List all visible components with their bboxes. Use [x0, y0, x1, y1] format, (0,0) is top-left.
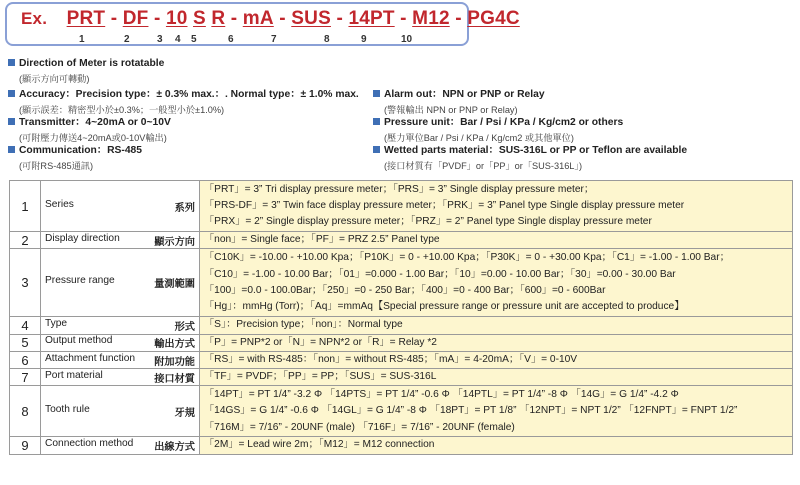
row-label-en: Display direction	[45, 232, 120, 244]
bullet-icon	[373, 118, 380, 125]
row-label	[41, 369, 200, 386]
bullet-icon	[8, 118, 15, 125]
row-label	[41, 386, 200, 437]
row-label	[41, 437, 200, 454]
row-label-zh: 附加功能	[154, 356, 195, 368]
code-number: 2	[124, 34, 130, 45]
model-code-box	[5, 2, 520, 46]
description-line: 「P」= PNP*2 or「N」= NPN*2 or「R」= Relay *2	[204, 336, 437, 348]
note-alarm: Alarm out：NPN or PNP or Relay (警報輸出 NPN or PNP or Relay)	[373, 85, 545, 116]
row-label	[41, 317, 200, 334]
row-description	[200, 232, 793, 249]
description-line: 「S」：Precision type；「non」：Normal type	[204, 319, 403, 331]
model-code	[21, 8, 520, 30]
code-number: 3	[157, 34, 163, 45]
table-row	[10, 369, 793, 386]
description-line: 「PRS-DF」= 3” Twin face display pressure meter；「PRK」= 3” Panel type Single display pressure meter	[204, 199, 685, 211]
code-dash: -	[455, 8, 462, 29]
code-seg-connection: M12	[412, 8, 450, 29]
row-number: 8	[10, 386, 41, 437]
row-label	[41, 232, 200, 249]
code-seg-tooth: 14PT	[348, 8, 395, 29]
code-seg-series: PRT	[66, 8, 106, 29]
row-description	[200, 437, 793, 454]
code-seg-attachment: mA	[242, 8, 274, 29]
description-line: 「Hg」：mmHg (Torr)；「Aq」=mmAq【Special pressure range or pressure unit are accepted to produce】	[204, 301, 685, 313]
description-line: 「14GS」= G 1/4” -0.6 Φ 「14GL」= G 1/4” -8 Φ 「18PT」= PT 1/8” 「12NPT」= NPT 1/2” 「12FNPT」= FNPT 1/2”	[204, 405, 738, 417]
note-accuracy: Accuracy：Precision type：± 0.3% max.：. Normal type：± 1.0% max. (顯示誤差：精密型小於±0.3%；一般型小於±1.0%)	[8, 85, 359, 116]
bullet-icon	[373, 146, 380, 153]
code-number: 9	[361, 34, 367, 45]
table-row	[10, 181, 793, 232]
example-label: Ex.	[21, 9, 48, 28]
row-description	[200, 351, 793, 368]
code-number: 7	[271, 34, 277, 45]
row-description	[200, 249, 793, 317]
note-wetted-parts: Wetted parts material：SUS-316L or PP or Teflon are available (接口材質有「PVDF」or「PP」or「SUS-316L」)	[373, 141, 687, 172]
code-dash: -	[153, 8, 161, 29]
table-row	[10, 249, 793, 317]
row-number: 2	[10, 232, 41, 249]
row-label-en: Port material	[45, 369, 103, 381]
description-line: 「non」= Single face；「PF」= PRZ 2.5” Panel type	[204, 234, 440, 245]
code-seg-range: 10	[165, 8, 188, 29]
row-number: 6	[10, 351, 41, 368]
description-line: 「100」=0.0 - 100.0Bar；「250」=0 - 250 Bar；「400」=0 - 400 Bar；「600」=0 - 600Bar	[204, 284, 606, 296]
code-number: 4	[175, 34, 181, 45]
row-label-en: Attachment function	[45, 352, 136, 364]
row-number: 3	[10, 249, 41, 317]
spec-table-body	[10, 181, 793, 455]
description-line: 「716M」= 7/16” - 20UNF (male) 「716F」= 7/16” - 20UNF (female)	[204, 421, 515, 433]
description-line: 「C10」= -1.00 - 10.00 Bar；「01」=0.000 - 1.00 Bar；「10」=0.00 - 10.00 Bar；「30」=0.00 - 30.00 Bar	[204, 268, 676, 280]
description-line: 「C10K」= -10.00 - +10.00 Kpa；「P10K」= 0 - +10.00 Kpa；「P30K」= 0 - +30.00 Kpa；「C1」= -1.00 - 1.00 Bar；	[204, 252, 730, 264]
code-dash: -	[336, 8, 343, 29]
row-label-zh: 輸出方式	[154, 339, 195, 351]
row-label-en: Series	[45, 198, 74, 210]
table-row	[10, 437, 793, 454]
row-description	[200, 334, 793, 351]
description-line: 「TF」= PVDF；「PP」= PP；「SUS」= SUS-316L	[204, 371, 437, 383]
row-label-zh: 顯示方向	[154, 236, 195, 248]
row-label	[41, 351, 200, 368]
description-line: 「PRT」= 3” Tri display pressure meter；「PRS」= 3” Single display pressure meter；	[204, 183, 595, 195]
code-dash: -	[400, 8, 407, 29]
bullet-icon	[8, 90, 15, 97]
row-number: 7	[10, 369, 41, 386]
row-label	[41, 181, 200, 232]
table-row	[10, 334, 793, 351]
row-label-zh: 牙規	[174, 407, 195, 419]
row-number: 5	[10, 334, 41, 351]
code-number: 10	[401, 34, 413, 45]
spec-table	[9, 180, 793, 455]
bullet-icon	[8, 146, 15, 153]
table-row	[10, 232, 793, 249]
note-communication: Communication：RS-485 (可附RS-485通訊)	[8, 141, 142, 172]
code-dash: -	[230, 8, 238, 29]
note-pressure-unit: Pressure unit：Bar / Psi / KPa / Kg/cm2 or others (壓力單位Bar / Psi / KPa / Kg/cm2 或其他單位)	[373, 113, 623, 144]
code-number: 1	[79, 34, 85, 45]
row-label-zh: 出線方式	[154, 442, 195, 454]
row-number: 4	[10, 317, 41, 334]
description-line: 「2M」= Lead wire 2m；「M12」= M12 connection	[204, 439, 435, 451]
row-description	[200, 317, 793, 334]
table-row	[10, 317, 793, 334]
description-line: 「14PT」= PT 1/4” -3.2 Φ 「14PTS」= PT 1/4” -0.6 Φ 「14PTL」= PT 1/4” -8 Φ 「14G」= G 1/4” -4.2 Φ	[204, 389, 679, 401]
code-seg-type: S	[192, 8, 206, 29]
description-line: 「RS」= with RS-485：「non」= without RS-485；「mA」= 4-20mA；「V」= 0-10V	[204, 353, 578, 365]
table-row	[10, 351, 793, 368]
row-label-zh: 接口材質	[154, 373, 195, 385]
bullet-icon	[8, 59, 15, 66]
row-number: 9	[10, 437, 41, 454]
code-dash: -	[279, 8, 286, 29]
code-number: 8	[324, 34, 330, 45]
row-label	[41, 334, 200, 351]
row-number: 1	[10, 181, 41, 232]
row-label-en: Pressure range	[45, 275, 115, 287]
bullet-icon	[373, 90, 380, 97]
description-line: 「PRX」= 2” Single display pressure meter；「PRZ」= 2” Panel type Single display pressure meter	[204, 216, 652, 228]
code-seg-material: SUS	[291, 8, 331, 29]
row-description	[200, 386, 793, 437]
row-label-en: Connection method	[45, 438, 134, 450]
note-transmitter: Transmitter：4~20mA or 0~10V (可附壓力傳送4~20mA或0-10V輸出)	[8, 113, 171, 144]
code-seg-option: PG4C	[467, 8, 520, 29]
note-direction: Direction of Meter is rotatable (顯示方向可轉動)	[8, 58, 164, 85]
code-seg-direction: DF	[122, 8, 149, 29]
table-row	[10, 386, 793, 437]
code-dash: -	[110, 8, 118, 29]
row-label-zh: 量測範圍	[154, 279, 195, 291]
row-description	[200, 369, 793, 386]
code-number: 5	[191, 34, 197, 45]
row-label-zh: 形式	[174, 321, 195, 333]
row-label	[41, 249, 200, 317]
row-label-en: Type	[45, 317, 68, 329]
row-label-en: Output method	[45, 335, 113, 347]
row-description	[200, 181, 793, 232]
row-label-zh: 系列	[174, 202, 195, 214]
code-seg-output: R	[211, 8, 226, 29]
row-label-en: Tooth rule	[45, 403, 90, 415]
code-number: 6	[228, 34, 234, 45]
